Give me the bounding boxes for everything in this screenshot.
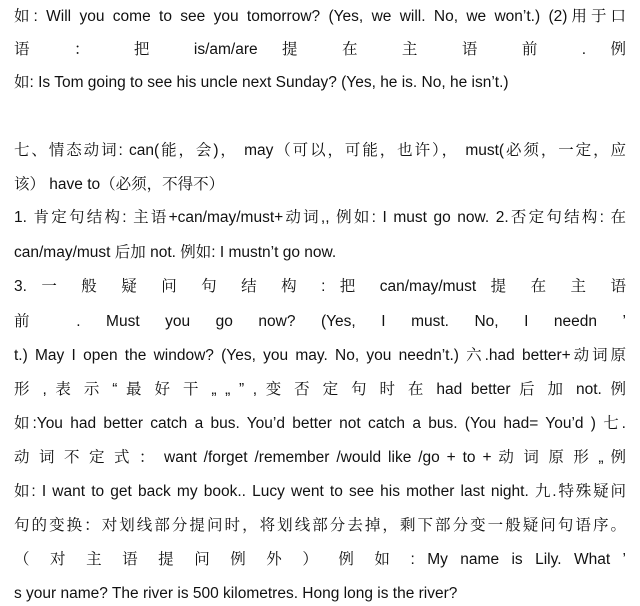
text-line: 如: I want to get back my book.. Lucy went to see his mother last night. 九.特殊疑问 [14,483,626,500]
text-line: 动 词 不 定 式 ： want /forget /remember /would like /go + to + 动 词 原 形 „ 例 [14,449,626,466]
text-line: 句的变换：对划线部分提问时，将划线部分去掉，剩下部分变一般疑问句语序。 [14,517,626,534]
text-line: 如: Is Tom going to see his uncle next Sunday? (Yes, he is. No, he isn’t.) [14,74,509,91]
text-line: 形 , 表 示 “ 最 好 干 „ „ ” , 变 否 定 句 时 在 had better 后 加 not. 例 [14,381,626,398]
text-line: 如: Will you come to see you tomorrow? (Yes, we will. No, we won’t.) (2)用于口 [14,8,626,25]
text-line: 3. 一 般 疑 问 句 结 构 : 把 can/may/must 提 在 主 语 [14,278,626,295]
text-line: 如:You had better catch a bus. You’d better not catch a bus. (You had= You’d ) 七. [14,415,626,432]
text-line: t.) May I open the window? (Yes, you may. No, you needn’t.) 六.had better+动词原 [14,347,626,364]
text-line: 语 ： 把 is/am/are 提 在 主 语 前 . 例 [14,41,626,58]
text-line: 该） have to（必须，不得不） [14,176,225,193]
text-line: 前 . Must you go now? (Yes, I must. No, I needn ’ [14,313,626,330]
text-line: s your name? The river is 500 kilometres. Hong long is the river? [14,585,458,602]
text-line: （ 对 主 语 提 问 例 外 ） 例 如 : My name is Lily. What ’ [14,551,626,568]
text-line: 1. 肯定句结构: 主语+can/may/must+动词,, 例如: I must go now. 2.否定句结构: 在 [14,209,626,226]
text-line: can/may/must 后加 not. 例如: I mustn’t go now. [14,244,337,261]
text-line: 七、情态动词: can(能，会)， may（可以，可能，也许）， must(必须，一定，应 [14,142,626,159]
